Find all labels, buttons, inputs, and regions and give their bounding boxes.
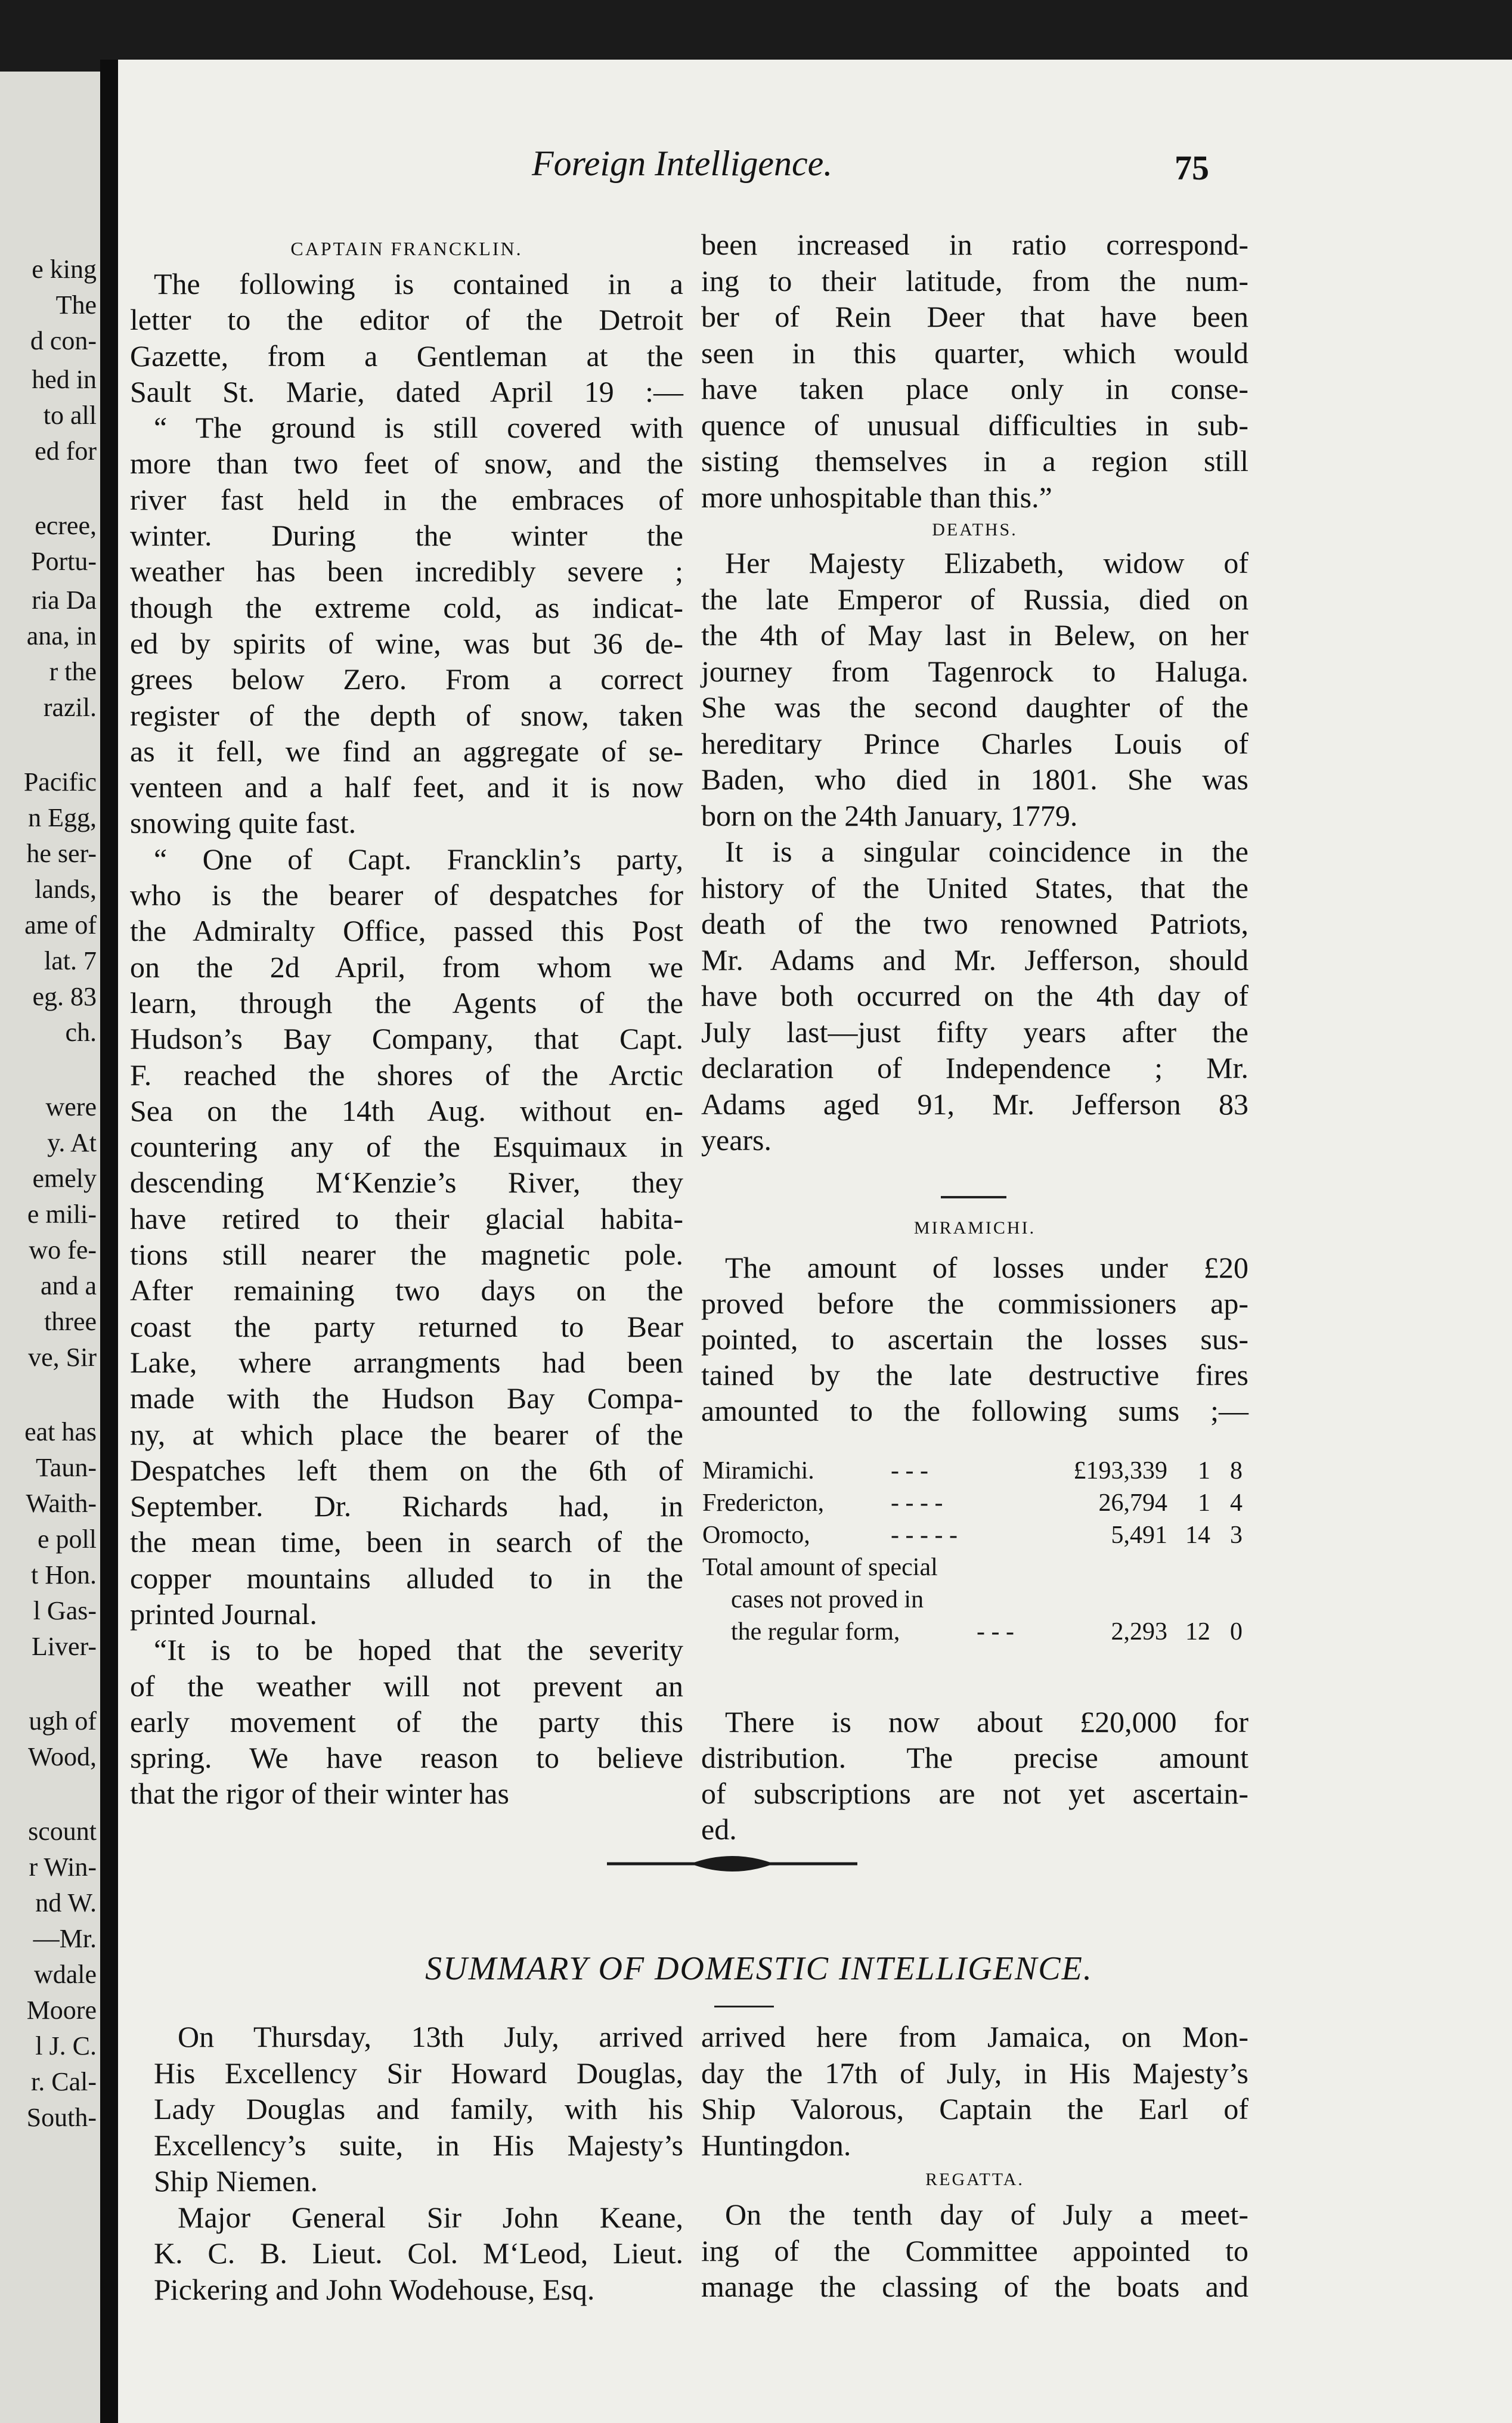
column-left — [130, 231, 683, 1812]
left-page-fragment: e king — [32, 255, 97, 284]
text-line: early movement of the party this — [130, 1705, 683, 1739]
text-line: seen in this quarter, which would — [701, 336, 1248, 370]
text-line: His Excellency Sir Howard Douglas, — [154, 2056, 683, 2090]
text-line: Sault St. Marie, dated April 19 :— — [130, 374, 683, 408]
left-page-fragment: —Mr. — [33, 1924, 97, 1953]
left-page-fragment: Wood, — [27, 1742, 97, 1771]
left-page-fragment: The — [55, 290, 97, 320]
text-line: river fast held in the embraces of — [130, 482, 683, 516]
left-page-fragment: wo fe- — [29, 1235, 97, 1265]
text-line: countering any of the Esquimaux in — [130, 1130, 683, 1164]
section-heading-captain: CAPTAIN FRANCKLIN. — [290, 238, 523, 259]
text-line: grees below Zero. From a correct — [130, 662, 683, 696]
text-line: Ship Niemen. — [154, 2164, 318, 2198]
text-line: arrived here from Jamaica, on Mon- — [701, 2020, 1248, 2053]
page-number: 75 — [1175, 148, 1209, 187]
text-line: After remaining two days on the — [130, 1274, 683, 1307]
text-line: Lake, where arrangments had been — [130, 1345, 683, 1379]
left-page-fragment: ugh of — [29, 1706, 97, 1736]
text-line: July last—just fifty years after the — [701, 1015, 1248, 1049]
table-shillings-cell: 12 — [1185, 1618, 1210, 1646]
text-line: Huntingdon. — [701, 2128, 851, 2162]
article-miramichi — [701, 1250, 1248, 1429]
text-line: the mean time, been in search of the — [130, 1525, 683, 1559]
text-line: The amount of losses under £20 — [725, 1251, 1248, 1284]
table-leader-cell: - - - — [891, 1457, 928, 1485]
left-page-fragment: e mili- — [27, 1200, 97, 1229]
text-line: quence of unusual difficulties in sub- — [701, 408, 1248, 442]
text-line: ing to their latitude, from the num- — [701, 264, 1248, 298]
text-line: Major General Sir John Keane, — [178, 2200, 683, 2234]
text-line: ed. — [701, 1812, 737, 1846]
text-line: have retired to their glacial habita- — [130, 1201, 683, 1235]
left-page-fragment: Taun- — [36, 1453, 97, 1482]
text-line: that the rigor of their winter has — [130, 1777, 509, 1811]
text-line: snowing quite fast. — [130, 806, 357, 840]
table-special-label: Total amount of special — [702, 1554, 938, 1581]
text-line: register of the depth of snow, taken — [130, 698, 683, 732]
text-line: It is a singular coincidence in the — [725, 835, 1248, 868]
text-line: Hudson’s Bay Company, that Capt. — [130, 1022, 683, 1056]
text-line: Despatches left them on the 6th of — [130, 1453, 683, 1487]
text-line: weather has been incredibly severe ; — [130, 554, 683, 588]
text-line: history of the United States, that the — [701, 870, 1248, 904]
miramichi-intro — [701, 1250, 1248, 1429]
text-line: have taken place only in conse- — [701, 372, 1248, 405]
text-line: Gazette, from a Gentleman at the — [130, 339, 683, 373]
table-pence-cell: 4 — [1230, 1489, 1243, 1517]
text-line: day the 17th of July, in His Majesty’s — [701, 2056, 1248, 2090]
table-place-cell: Fredericton, — [702, 1489, 825, 1517]
text-line: “It is to be hoped that the severity — [154, 1633, 683, 1667]
text-line: death of the two renowned Patriots, — [701, 907, 1248, 940]
text-line: printed Journal. — [130, 1597, 317, 1631]
left-page-fragment: l Gas- — [33, 1596, 97, 1625]
left-page-fragment: e poll — [38, 1525, 97, 1554]
left-page-fragment: emely — [32, 1164, 97, 1193]
text-line: amounted to the following sums ;— — [701, 1394, 1248, 1427]
left-page-fragment: ria Da — [32, 585, 97, 615]
text-line: born on the 24th January, 1779. — [701, 798, 1078, 832]
left-page-fragment: hed in — [32, 365, 97, 394]
text-line: though the extreme cold, as indicat- — [130, 590, 683, 624]
miramichi-outro — [701, 1704, 1248, 1847]
left-page-fragment: r. Cal- — [31, 2067, 97, 2096]
left-page-fragment: razil. — [43, 693, 97, 722]
text-line: Ship Valorous, Captain the Earl of — [701, 2092, 1248, 2125]
text-line: Excellency’s suite, in His Majesty’s — [154, 2128, 683, 2162]
left-page-margin — [0, 72, 100, 2423]
table-pounds-cell: 26,794 — [1098, 1489, 1167, 1517]
text-line: have both occurred on the 4th day of — [701, 979, 1248, 1012]
text-line: learn, through the Agents of the — [130, 986, 683, 1020]
text-line: September. Dr. Richards had, in — [130, 1489, 683, 1523]
text-line: Mr. Adams and Mr. Jefferson, should — [701, 943, 1248, 977]
page — [118, 60, 1512, 2423]
text-line: ed by spirits of wine, was but 36 de- — [130, 626, 683, 660]
text-line: spring. We have reason to believe — [130, 1741, 683, 1775]
left-page-fragment: ve, Sir — [28, 1343, 97, 1372]
left-page-fragment: ch. — [65, 1018, 97, 1047]
summary-rule — [714, 2006, 774, 2007]
text-line: On the tenth day of July a meet- — [725, 2198, 1248, 2231]
section-heading-regatta: REGATTA. — [925, 2170, 1024, 2189]
table-place-cell: Oromocto, — [702, 1522, 810, 1549]
left-page-fragment: he ser- — [26, 839, 97, 868]
table-pence-cell: 8 — [1230, 1457, 1243, 1485]
text-line: tions still nearer the magnetic pole. — [130, 1238, 683, 1272]
text-line: copper mountains alluded to in the — [130, 1561, 683, 1595]
left-page-fragment: to all — [43, 401, 97, 430]
table-leader-cell: - - - - — [891, 1489, 943, 1517]
left-page-fragment: wdale — [33, 1960, 97, 1989]
table-leader-cell: - - - — [977, 1618, 1014, 1646]
text-line: manage the classing of the boats and — [701, 2270, 1248, 2303]
table-shillings-cell: 1 — [1198, 1489, 1210, 1517]
text-line: of subscriptions are not yet ascertain- — [701, 1777, 1248, 1810]
table-special-label: the regular form, — [731, 1618, 900, 1646]
table-pounds-cell: £193,339 — [1073, 1457, 1167, 1485]
text-line: tained by the late destructive fires — [701, 1358, 1248, 1392]
article-continuation — [701, 227, 1248, 515]
section-heading-deaths: DEATHS. — [932, 520, 1018, 540]
column-right — [701, 227, 1248, 1158]
left-page-fragment: eat has — [24, 1417, 97, 1446]
left-page-fragment: r Win- — [29, 1852, 97, 1882]
text-line: Baden, who died in 1801. She was — [701, 763, 1248, 796]
text-line: years. — [701, 1123, 772, 1157]
left-page-fragment: three — [44, 1307, 97, 1336]
text-line: more unhospitable than this.” — [701, 480, 1052, 514]
text-line: Sea on the 14th Aug. without en- — [130, 1093, 683, 1127]
text-line: descending M‘Kenzie’s River, they — [130, 1166, 683, 1200]
left-page-fragment: lat. 7 — [44, 946, 97, 975]
article-deaths — [701, 545, 1248, 1158]
text-line: as it fell, we find an aggregate of se- — [130, 734, 683, 768]
text-line: Lady Douglas and family, with his — [154, 2092, 683, 2125]
left-page-fragment: were — [45, 1092, 97, 1121]
left-page-fragment: lands, — [35, 875, 97, 904]
table-pence-cell: 3 — [1230, 1522, 1243, 1549]
left-page-fragment: ame of — [24, 910, 97, 940]
text-line: sisting themselves in a region still — [701, 444, 1248, 478]
text-line: the Admiralty Office, passed this Post — [130, 914, 683, 948]
left-page-fragment: Pacific — [23, 767, 97, 797]
text-line: ny, at which place the bearer of the — [130, 1417, 683, 1451]
text-line: “ One of Capt. Francklin’s party, — [154, 842, 683, 876]
text-line: F. reached the shores of the Arctic — [130, 1058, 683, 1092]
text-line: winter. During the winter the — [130, 519, 683, 553]
text-line: been increased in ratio correspond- — [701, 228, 1248, 261]
text-line: who is the bearer of despatches for — [130, 878, 683, 912]
text-line: journey from Tagenrock to Haluga. — [701, 654, 1248, 688]
summary-title: SUMMARY OF DOMESTIC INTELLIGENCE. — [425, 1950, 1093, 1987]
text-line: She was the second daughter of the — [701, 690, 1248, 724]
table-pence-cell: 0 — [1230, 1618, 1243, 1646]
left-page-fragment: n Egg, — [28, 803, 97, 832]
table-leader-cell: - - - - - — [891, 1522, 958, 1549]
text-line: of the weather will not prevent an — [130, 1669, 683, 1703]
text-line: proved before the commissioners ap- — [701, 1287, 1248, 1320]
text-line: more than two feet of snow, and the — [130, 447, 683, 481]
text-line: On Thursday, 13th July, arrived — [178, 2020, 683, 2053]
text-line: made with the Hudson Bay Compa- — [130, 1381, 683, 1415]
text-line: letter to the editor of the Detroit — [130, 303, 683, 337]
text-line: There is now about £20,000 for — [725, 1705, 1248, 1739]
text-line: ber of Rein Deer that have been — [701, 300, 1248, 333]
text-line: on the 2d April, from whom we — [130, 950, 683, 984]
text-line: the 4th of May last in Belew, on her — [701, 618, 1248, 652]
left-page-fragment: ed for — [35, 436, 97, 466]
table-special-label: cases not proved in — [731, 1586, 924, 1613]
section-heading-miramichi: MIRAMICHI. — [913, 1218, 1036, 1238]
table-pounds-cell: 2,293 — [1111, 1618, 1167, 1646]
book-gutter — [100, 60, 118, 2423]
left-page-fragment: Moore — [26, 1996, 97, 2025]
summary-left-column — [154, 2019, 683, 2307]
text-line: Her Majesty Elizabeth, widow of — [725, 546, 1248, 580]
left-page-fragment: ana, in — [26, 621, 97, 650]
text-line: Pickering and John Wodehouse, Esq. — [154, 2272, 595, 2306]
text-line: venteen and a half feet, and it is now — [130, 770, 683, 804]
left-page-fragment: t Hon. — [31, 1560, 97, 1589]
left-page-fragment: scount — [28, 1817, 97, 1846]
table-shillings-cell: 1 — [1198, 1457, 1210, 1485]
left-page-fragment: l J. C. — [35, 2031, 97, 2061]
text-line: The following is contained in a — [154, 267, 683, 300]
left-page-fragment: eg. 83 — [32, 982, 97, 1011]
table-shillings-cell: 14 — [1185, 1522, 1210, 1549]
running-header: Foreign Intelligence. — [532, 144, 833, 183]
table-place-cell: Miramichi. — [702, 1457, 814, 1485]
text-line: the late Emperor of Russia, died on — [701, 582, 1248, 616]
text-line: Adams aged 91, Mr. Jefferson 83 — [701, 1087, 1248, 1121]
article-captain-francklin — [130, 266, 683, 1812]
left-page-fragment: r the — [49, 657, 97, 686]
text-line: ing of the Committee appointed to — [701, 2233, 1248, 2267]
left-page-fragment: y. At — [47, 1128, 97, 1157]
left-page-fragment: and a — [40, 1271, 97, 1300]
text-line: “ The ground is still covered with — [154, 411, 683, 445]
ornament-rule — [607, 1852, 857, 1876]
left-page-fragment: Waith- — [26, 1489, 97, 1518]
table-pounds-cell: 5,491 — [1111, 1522, 1167, 1549]
text-line: pointed, to ascertain the losses sus- — [701, 1322, 1248, 1356]
left-page-fragment: South- — [26, 2103, 97, 2132]
left-page-fragment: nd W. — [35, 1888, 97, 1917]
text-line: hereditary Prince Charles Louis of — [701, 726, 1248, 760]
left-page-fragment: d con- — [30, 326, 97, 355]
left-page-fragment: Portu- — [31, 547, 97, 576]
text-line: distribution. The precise amount — [701, 1741, 1248, 1774]
section-rule — [941, 1196, 1006, 1198]
text-line: declaration of Independence ; Mr. — [701, 1051, 1248, 1085]
left-page-fragment: Liver- — [31, 1632, 97, 1661]
summary-right-column — [701, 2019, 1248, 2305]
text-line: K. C. B. Lieut. Col. M‘Leod, Lieut. — [154, 2236, 683, 2270]
text-line: coast the party returned to Bear — [130, 1309, 683, 1343]
left-page-fragment: ecree, — [35, 511, 97, 540]
